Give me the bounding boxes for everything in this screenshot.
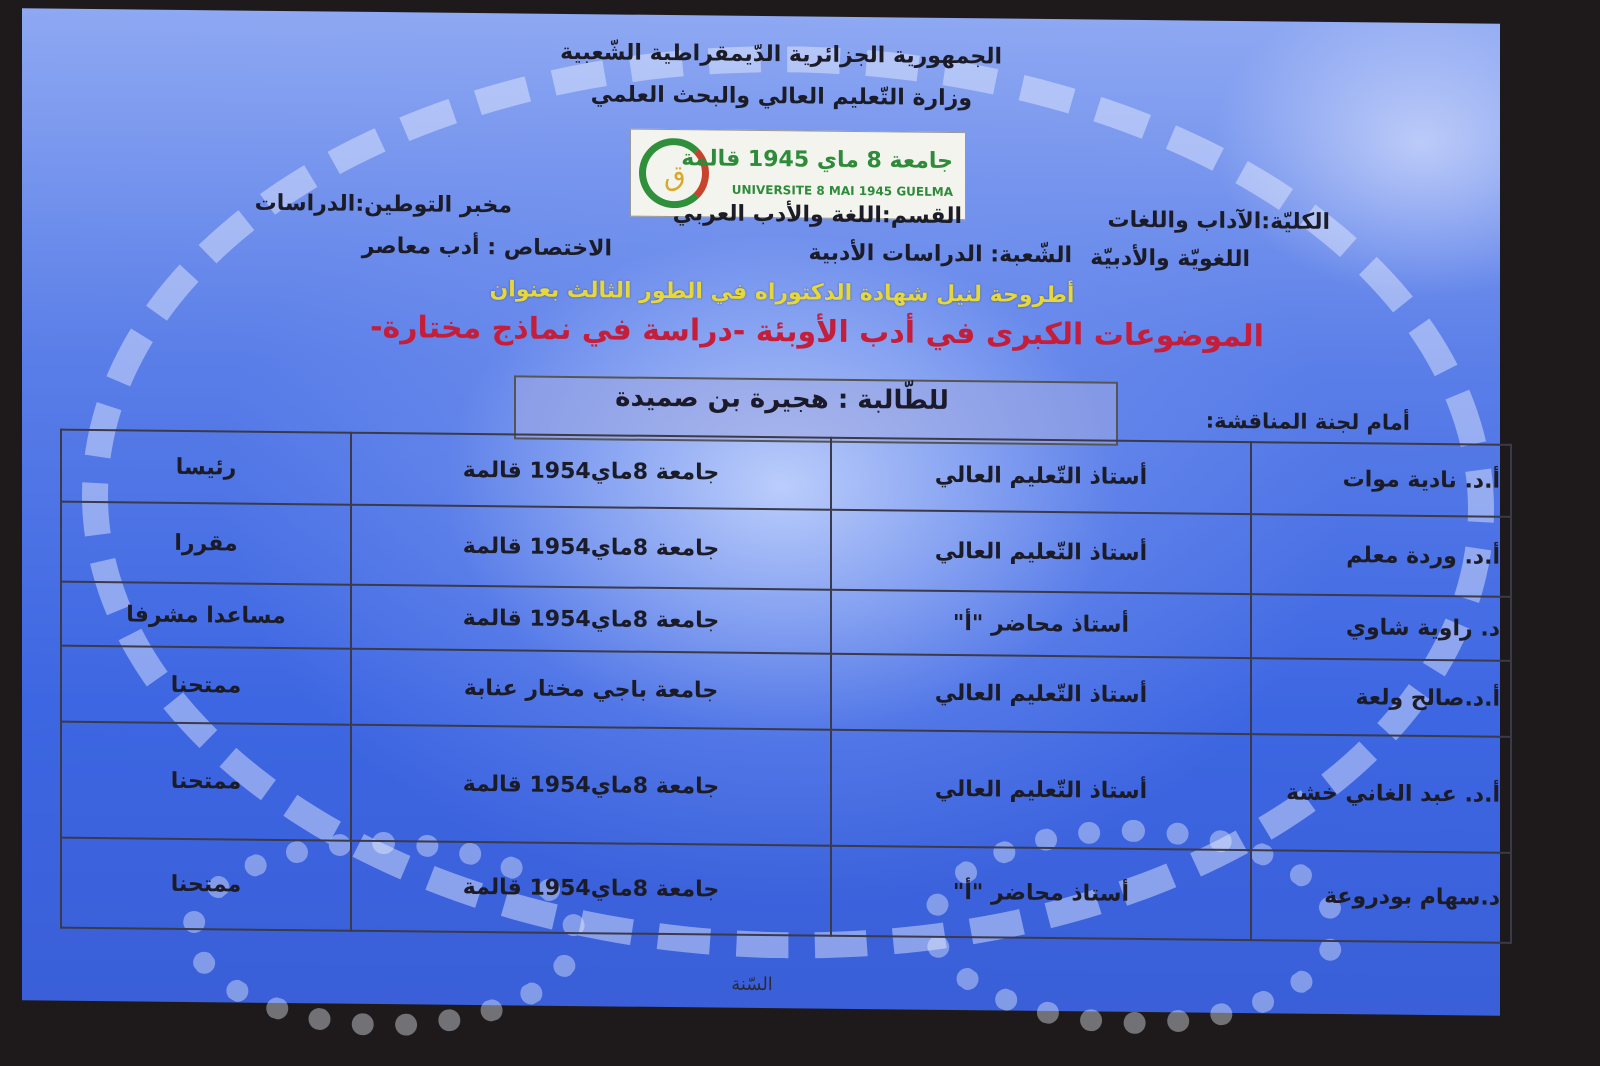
branch-label: الشّعبة: الدراسات الأدبية	[808, 240, 1072, 269]
table-row	[61, 838, 1511, 943]
committee-table	[60, 429, 1512, 944]
member-university: جامعة باجي مختار عنابة	[351, 649, 831, 730]
member-name: أ.د. نادية موات	[1251, 442, 1511, 517]
thesis-subtitle: أطروحة لنيل شهادة الدكتوراه في الطور الثالث بعنوان	[489, 277, 1075, 309]
member-university: جامعة 8ماي1954 قالمة	[351, 725, 831, 846]
table-row	[61, 502, 1511, 597]
specialty-label: الاختصاص : أدب معاصر	[361, 233, 612, 262]
department-label: القسم:اللغة والأدب العربي	[672, 201, 962, 230]
member-rank: أستاذ التّعليم العالي	[831, 654, 1251, 734]
member-role: ممتحنا	[61, 646, 351, 725]
member-name: أ.د. وردة معلم	[1251, 514, 1511, 597]
republic-header: الجمهورية الجزائرية الدّيمقراطية الشّعبية	[560, 39, 1002, 70]
member-university: جامعة 8ماي1954 قالمة	[351, 433, 831, 510]
member-role: رئيسا	[61, 430, 351, 505]
ministry-header: وزارة التّعليم العالي والبحث العلمي	[590, 82, 972, 112]
member-university: جامعة 8ماي1954 قالمة	[351, 585, 831, 654]
member-rank: أستاذ محاضر "أ"	[831, 590, 1251, 658]
member-role: مساعدا مشرفا	[61, 582, 351, 649]
lab-label: مخبر التوطين:الدراسات	[254, 190, 512, 219]
student-name: للطّالبة : هجيرة بن صميدة	[615, 382, 949, 416]
table-row	[61, 722, 1511, 853]
member-role: ممتحنا	[61, 722, 351, 841]
member-rank: أستاذ التّعليم العالي	[831, 730, 1251, 850]
member-university: جامعة 8ماي1954 قالمة	[351, 841, 831, 936]
committee-label: أمام لجنة المناقشة:	[1205, 408, 1410, 435]
member-name: د. راوية شاوي	[1251, 594, 1511, 661]
member-rank: أستاذ التّعليم العالي	[831, 510, 1251, 594]
member-name: أ.د.صالح ولعة	[1251, 658, 1511, 737]
logo-french-text: UNIVERSITE 8 MAI 1945 GUELMA	[731, 182, 953, 200]
faculty-label: الكليّة:الآداب واللغات	[1107, 207, 1330, 235]
member-name: د.سهام بودروعة	[1251, 850, 1511, 943]
member-role: ممتحنا	[61, 838, 351, 931]
member-role: مقررا	[61, 502, 351, 585]
member-university: جامعة 8ماي1954 قالمة	[351, 505, 831, 590]
member-rank: أستاذ التّعليم العالي	[831, 438, 1251, 514]
year-label: السّنة	[731, 973, 773, 996]
lab-label-continued: اللغويّة والأدبيّة	[1090, 245, 1250, 273]
university-emblem-icon: ق	[639, 138, 709, 209]
projection-screen	[22, 8, 1500, 1015]
thesis-title: الموضوعات الكبرى في أدب الأوبئة -دراسة في نماذج مختارة-	[370, 309, 1264, 355]
member-rank: أستاذ محاضر "أ"	[831, 846, 1251, 940]
member-name: أ.د. عبد الغاني خشة	[1251, 734, 1511, 853]
logo-arabic-text: جامعة 8 ماي 1945 قالمة	[681, 146, 953, 175]
